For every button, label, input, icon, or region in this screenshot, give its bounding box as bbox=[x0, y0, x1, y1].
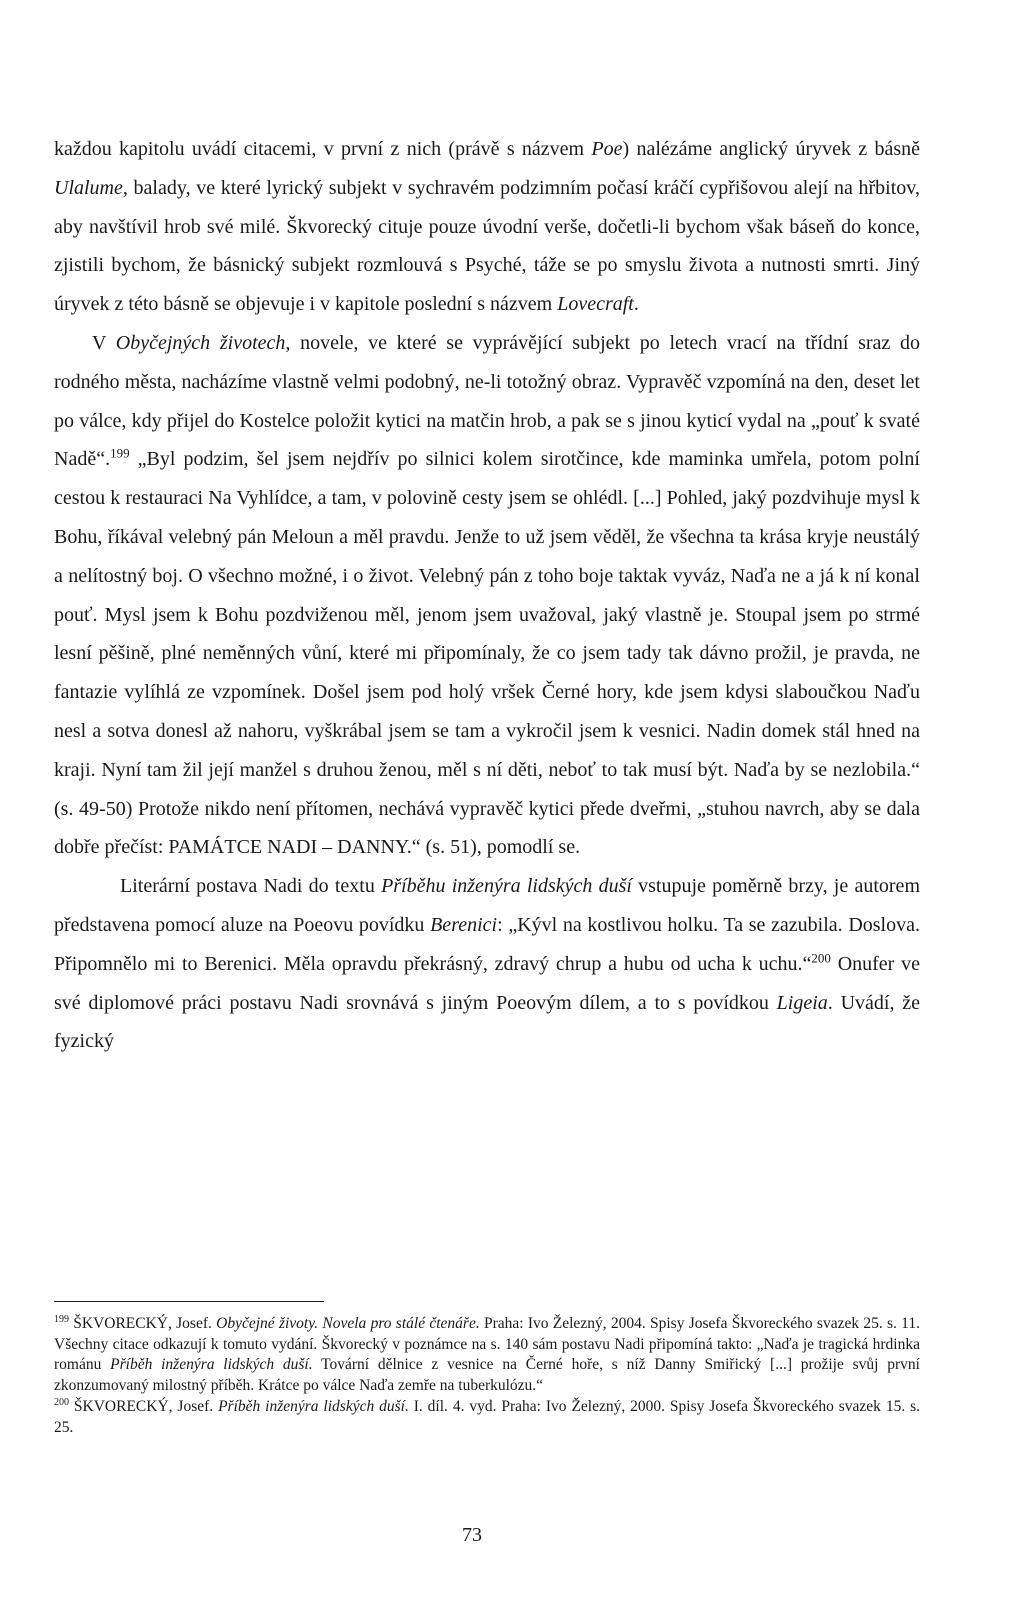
text-run: . bbox=[633, 293, 639, 316]
body-text bbox=[54, 130, 920, 1061]
italic-title: Ligeia bbox=[776, 991, 828, 1014]
text-run: vstupuje poměrně brzy, je autorem představena pomocí aluze na Poeovu povídku bbox=[54, 875, 920, 936]
footnotes bbox=[54, 1314, 920, 1438]
text-run: I. díl. 4. vyd. Praha: Ivo Železný, 2000. Spisy Josefa Škvoreckého svazek 15. s. 25. bbox=[54, 1397, 921, 1436]
footnote-200 bbox=[54, 1397, 920, 1438]
italic-title: Lovecraft bbox=[557, 293, 634, 316]
text-run: . Uvádí, že fyzický bbox=[54, 991, 920, 1053]
footnote-reference: 200 bbox=[811, 950, 831, 966]
footnote-mark: 200 bbox=[54, 1396, 69, 1408]
text-run: každou kapitolu uvádí citacemi, v první z nich (právě s názvem bbox=[54, 138, 592, 160]
paragraph-3 bbox=[54, 867, 920, 1061]
italic-title: Příběh inženýra lidských duší. bbox=[218, 1397, 409, 1415]
footnote-199 bbox=[54, 1314, 920, 1397]
text-run: ŠKVORECKÝ, Josef. bbox=[69, 1315, 217, 1332]
footnote-reference: 199 bbox=[110, 445, 130, 461]
text-run: , balady, ve které lyrický subjekt v sychravém podzimním počasí kráčí cypřišovou alejí na hřbitov, aby navštívil hrob své milé. Škvorecký cituje pouze úvodní verše, dočetli-li bychom však báseň do konce, zjistili bychom, že básnický subjekt rozmlouvá s Psyché, táže se po smyslu života a nutnosti smrti. Jiný úryvek z této básně se objevuje i v kapitole poslední s názvem bbox=[54, 176, 920, 316]
italic-title: Obyčejné životy. Novela pro stálé čtenáře. bbox=[216, 1315, 480, 1332]
paragraph-1 bbox=[54, 130, 920, 324]
text-run: ) nalézáme anglický úryvek z básně bbox=[622, 138, 920, 160]
page-number: 73 bbox=[462, 1524, 482, 1546]
text-run: : „Kývl na kostlivou holku. Ta se zazubila. Doslova. Připomnělo mi to Berenici. Měla opravdu překrásný, zdravý chrup a hubu od ucha k uchu.“ bbox=[54, 913, 920, 975]
italic-title: Příběhu inženýra lidských duší bbox=[381, 875, 632, 898]
paragraph-2 bbox=[54, 324, 920, 867]
footnote-divider bbox=[54, 1301, 324, 1302]
text-run: Onufer ve své diplomové práci postavu Nadi srovnává s jiným Poeovým dílem, a to s povídkou bbox=[54, 952, 920, 1014]
italic-title: Obyčejných životech bbox=[115, 331, 286, 354]
italic-title: Poe bbox=[591, 138, 623, 160]
footnote-mark: 199 bbox=[54, 1313, 69, 1325]
text-run: V bbox=[92, 331, 116, 354]
text-run: Literární postava Nadi do textu bbox=[120, 875, 382, 898]
text-run: , novele, ve které se vyprávějící subjekt po letech vrací na třídní sraz do rodného města, nacházíme vlastně velmi podobný, ne-li totožný obraz. Vypravěč vzpomíná na den, deset let po válce, kdy přijel do Kostelce položit kytici na matčin hrob, a pak se s jinou kyticí vydal na „pouť k svaté Nadě“. bbox=[54, 331, 920, 471]
text-run: Praha: Ivo Železný, 2004. Spisy Josefa Škvoreckého svazek 25. s. 11. Všechny citace odkazují k tomuto vydání. Škvorecký v poznámce na s. 140 sám postavu Nadi připomíná takto: „Naďa je tragická hrdinka románu bbox=[54, 1315, 920, 1374]
italic-title: Berenici bbox=[430, 913, 498, 936]
italic-title: Příběh inženýra lidských duší. bbox=[110, 1356, 313, 1374]
text-run: Tovární dělnice z vesnice na Černé hoře, s níž Danny Smiřický [...] prožije svůj první zkonzumovaný milostný příběh. Krátce po válce Naďa zemře na tuberkulózu.“ bbox=[54, 1356, 920, 1395]
text-run: ŠKVORECKÝ, Josef. bbox=[69, 1397, 219, 1415]
italic-title: Ulalume bbox=[54, 176, 123, 199]
text-run: „Byl podzim, šel jsem nejdřív po silnici kolem sirotčince, kde maminka umřela, potom polní cestou k restauraci Na Vyhlídce, a tam, v polovině cesty jsem se ohlédl. [...] Pohled, jaký pozdvihuje mysl k Bohu, říkával velebný pán Meloun a měl pravdu. Jenže to už jsem věděl, že všechna ta krása kryje neustálý a nelítostný boj. O všechno možné, i o život. Velebný pán z toho boje taktak vyváz, Naďa ne a já k ní konal pouť. Mysl jsem k Bohu pozdviženou měl, jenom jsem uvažoval, jaký vlastně je. Stoupal jsem po strmé lesní pěšině, plné neměnných vůní, které mi připomínaly, že co jsem tady tak dávno prožil, je pravda, ne fantazie vylíhlá ze vzpomínek. Došel jsem pod holý vršek Černé hory, kde jsem kdysi slaboučkou Naďu nesl a sotva donesl až nahoru, vyškrábal jsem se tam a vykročil jsem k vesnici. Nadin domek stál hned na kraji. Nyní tam žil její manžel s druhou ženou, měl s ní děti, neboť to tak musí být. Naďa by se nezlobila.“ (s. 49-50) Protože nikdo není přítomen, nechává vypravěč kytici přede dveřmi, „stuhou navrch, aby se dala dobře přečíst: PAMÁTCE NADI – DANNY.“ (s. 51), pomodlí se. bbox=[54, 448, 920, 859]
